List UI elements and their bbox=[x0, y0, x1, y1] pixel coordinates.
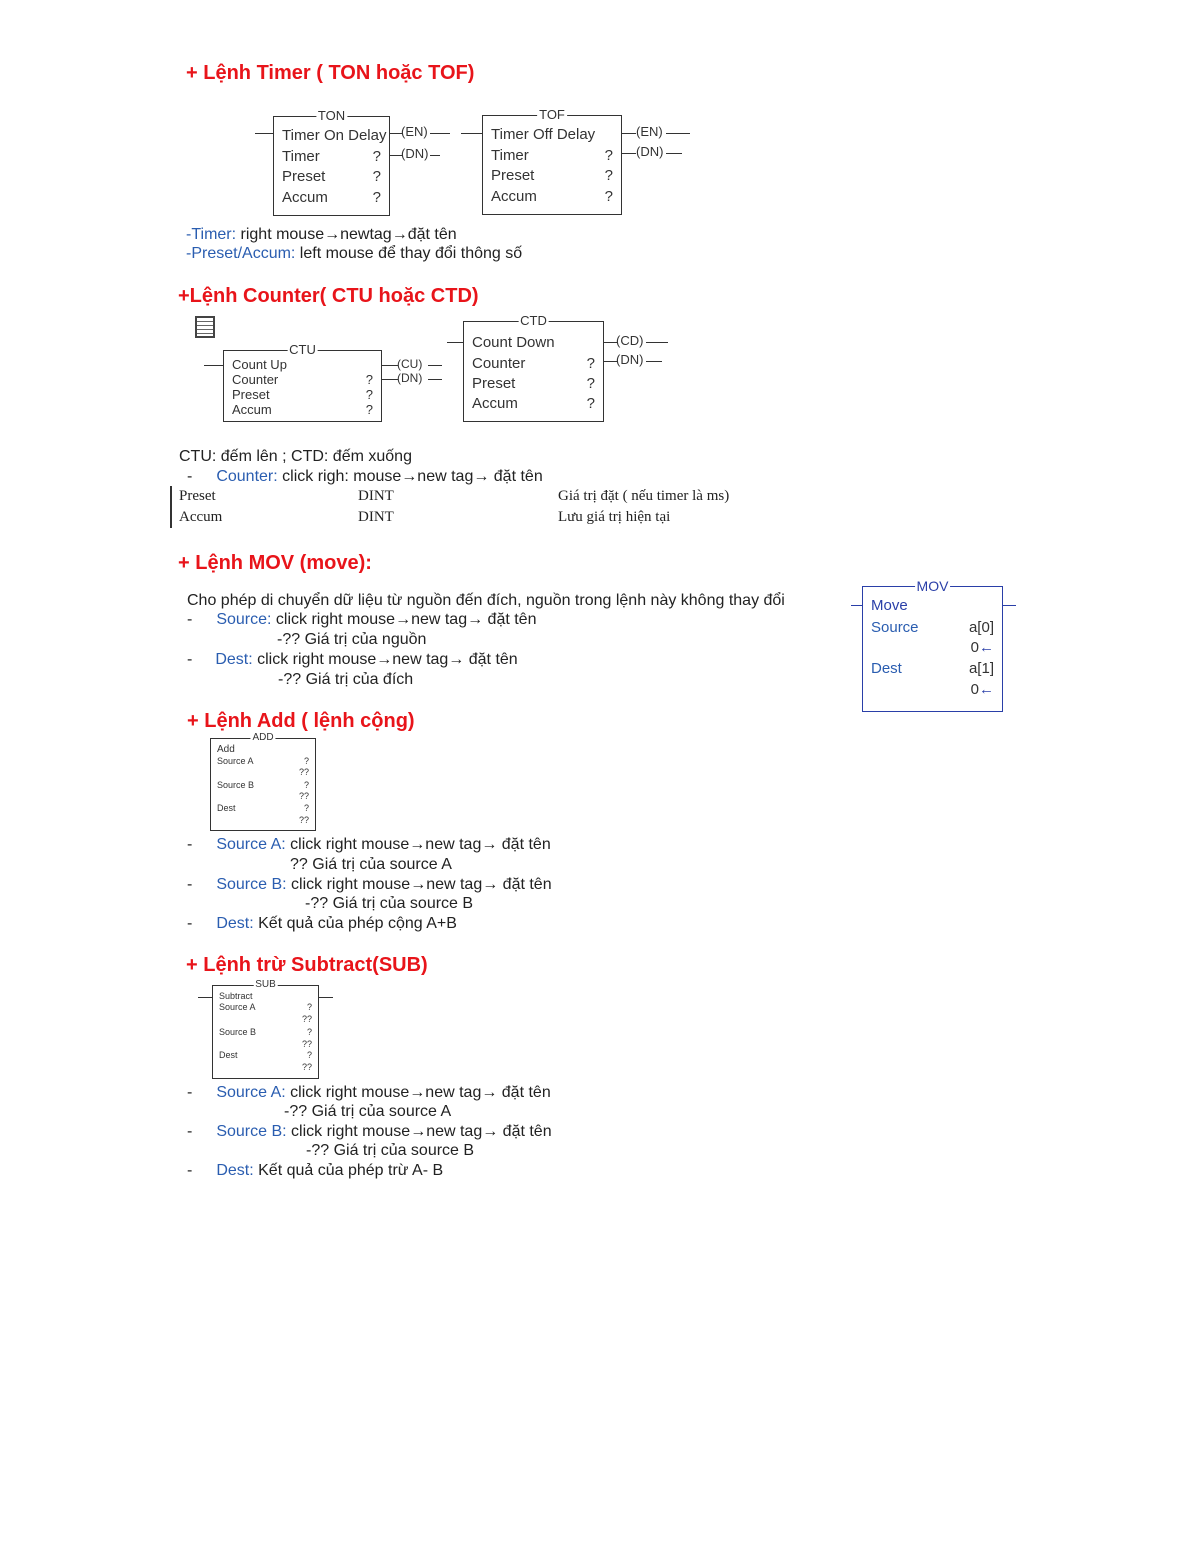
tof-en-coil: (EN) bbox=[636, 124, 663, 139]
ctd-dn-out-wire bbox=[646, 361, 662, 362]
ctu-row-preset: Preset ? bbox=[232, 387, 373, 402]
ctu-input-wire bbox=[204, 365, 224, 366]
ctd-title: CTD bbox=[520, 313, 547, 328]
add-bullet-b-sub: -?? Giá trị của source B bbox=[305, 895, 474, 912]
ton-dn-coil: (DN) bbox=[401, 146, 429, 161]
mov-desc: Cho phép di chuyển dữ liệu từ nguồn đến đích, nguồn trong lệnh này không thay đổi bbox=[187, 592, 785, 609]
sub-bullet-a-sub: -?? Giá trị của source A bbox=[284, 1103, 452, 1120]
mov-row-dest-val: 0 ← bbox=[970, 681, 994, 698]
ctd-cd-coil: (CD) bbox=[616, 333, 644, 348]
counter-table-preset-desc: Giá trị đặt ( nếu timer là ms) bbox=[558, 488, 730, 504]
ctd-row-accum: Accum ? bbox=[472, 395, 595, 412]
ctu-cu-out-wire bbox=[428, 365, 442, 366]
tof-dn-wire bbox=[622, 153, 636, 154]
counter-table-preset-type: DINT bbox=[358, 488, 394, 504]
mov-row-source: Source a[0] bbox=[871, 619, 994, 636]
sub-label: Subtract bbox=[219, 991, 253, 1001]
sub-bullet-b: - Source B: click right mouse→new tag→ đặt tên bbox=[187, 1123, 552, 1140]
document-icon bbox=[195, 316, 215, 338]
counter-desc: CTU: đếm lên ; CTD: đếm xuống bbox=[179, 448, 412, 465]
timer-note-timer: -Timer: right mouse→newtag→đặt tên bbox=[186, 226, 457, 243]
counter-table-accum-desc: Lưu giá trị hiện tại bbox=[558, 509, 671, 525]
counter-bullet: - Counter: click righ: mouse→new tag→ đặt tên bbox=[187, 468, 543, 485]
ton-row-accum: Accum ? bbox=[282, 189, 381, 206]
ctu-cu-wire bbox=[382, 365, 398, 366]
tof-label: Timer Off Delay bbox=[491, 126, 596, 143]
add-row-b-val: ?? bbox=[298, 791, 309, 801]
add-row-b: Source B ? bbox=[217, 780, 309, 790]
ton-row-timer: Timer ? bbox=[282, 148, 381, 165]
ctd-cd-out-wire bbox=[646, 342, 668, 343]
mov-bullet-dest-sub: -?? Giá trị của đích bbox=[278, 671, 414, 688]
tof-en-wire bbox=[622, 133, 636, 134]
tof-block[interactable] bbox=[482, 107, 622, 215]
sub-row-dest: Dest ? bbox=[219, 1050, 312, 1060]
tof-title: TOF bbox=[539, 107, 565, 122]
sub-input-wire bbox=[198, 997, 212, 998]
add-row-dest-val: ?? bbox=[298, 815, 309, 825]
tof-row-timer: Timer ? bbox=[491, 147, 613, 164]
mov-bullet-source-sub: -?? Giá trị của nguồn bbox=[277, 631, 427, 648]
counter-table-accum-name: Accum bbox=[179, 509, 223, 525]
tof-dn-coil: (DN) bbox=[636, 144, 664, 159]
ctu-title: CTU bbox=[289, 342, 316, 357]
mov-title: MOV bbox=[916, 578, 949, 594]
ton-dn-out-wire bbox=[430, 155, 440, 156]
mov-heading: + Lệnh MOV (move): bbox=[178, 552, 372, 574]
ctd-input-wire bbox=[447, 342, 464, 343]
counter-table-accum-type: DINT bbox=[358, 509, 394, 525]
ctd-block[interactable] bbox=[463, 313, 604, 422]
ctu-row-counter: Counter ? bbox=[232, 372, 373, 387]
timer-heading: + Lệnh Timer ( TON hoặc TOF) bbox=[186, 62, 475, 84]
counter-table-border bbox=[170, 486, 172, 528]
mov-label: Move bbox=[871, 597, 908, 614]
add-bullet-dest: - Dest: Kết quả của phép cộng A+B bbox=[187, 915, 457, 932]
counter-heading: +Lệnh Counter( CTU hoặc CTD) bbox=[178, 285, 479, 307]
ctu-dn-coil: (DN) bbox=[397, 371, 423, 385]
add-row-dest: Dest ? bbox=[217, 803, 309, 813]
ctu-dn-wire bbox=[382, 379, 398, 380]
sub-row-a: Source A ? bbox=[219, 1002, 312, 1012]
mov-bullet-dest: - Dest: click right mouse→new tag→ đặt tên bbox=[187, 651, 518, 668]
tof-dn-out-wire bbox=[666, 153, 682, 154]
sub-bullet-a: - Source A: click right mouse→new tag→ đặt tên bbox=[187, 1084, 551, 1101]
ctu-row-accum: Accum ? bbox=[232, 402, 373, 417]
add-row-a: Source A ? bbox=[217, 756, 309, 766]
ctd-row-preset: Preset ? bbox=[472, 375, 595, 392]
ctd-label: Count Down bbox=[472, 334, 555, 351]
sub-row-a-val: ?? bbox=[301, 1014, 312, 1024]
mov-bullet-source: - Source: click right mouse→new tag→ đặt tên bbox=[187, 611, 537, 628]
sub-bullet-dest: - Dest: Kết quả của phép trừ A- B bbox=[187, 1162, 444, 1179]
add-label: Add bbox=[217, 744, 235, 755]
sub-row-b-val: ?? bbox=[301, 1039, 312, 1049]
sub-row-dest-val: ?? bbox=[301, 1062, 312, 1072]
ctu-dn-out-wire bbox=[428, 379, 442, 380]
add-title: ADD bbox=[252, 732, 274, 743]
ton-en-out-wire bbox=[430, 133, 450, 134]
add-bullet-b: - Source B: click right mouse→new tag→ đặt tên bbox=[187, 876, 552, 893]
add-block[interactable] bbox=[210, 732, 316, 831]
mov-output-wire bbox=[1003, 605, 1016, 606]
sub-heading: + Lệnh trừ Subtract(SUB) bbox=[186, 954, 428, 976]
add-heading: + Lệnh Add ( lệnh cộng) bbox=[187, 710, 415, 732]
counter-table-preset-name: Preset bbox=[179, 488, 216, 504]
add-row-a-val: ?? bbox=[298, 767, 309, 777]
add-bullet-a: - Source A: click right mouse→new tag→ đặt tên bbox=[187, 836, 551, 853]
tof-row-accum: Accum ? bbox=[491, 188, 613, 205]
ton-en-coil: (EN) bbox=[401, 124, 428, 139]
mov-block[interactable] bbox=[862, 578, 1003, 712]
sub-bullet-b-sub: -?? Giá trị của source B bbox=[306, 1142, 475, 1159]
ton-title: TON bbox=[317, 108, 346, 123]
ton-input-wire bbox=[255, 133, 275, 134]
add-bullet-a-sub: ?? Giá trị của source A bbox=[290, 856, 452, 873]
tof-en-out-wire bbox=[666, 133, 690, 134]
ctd-dn-coil: (DN) bbox=[616, 352, 644, 367]
timer-note-preset: -Preset/Accum: left mouse để thay đổi thông số bbox=[186, 245, 523, 262]
sub-block[interactable] bbox=[212, 979, 319, 1079]
mov-row-dest: Dest a[1] bbox=[871, 660, 994, 677]
ctu-block[interactable] bbox=[223, 342, 382, 422]
sub-output-wire bbox=[319, 997, 333, 998]
ton-label: Timer On Delay bbox=[282, 127, 387, 144]
tof-input-wire bbox=[461, 133, 483, 134]
ctu-label: Count Up bbox=[232, 357, 287, 372]
tof-row-preset: Preset ? bbox=[491, 167, 613, 184]
ctd-row-counter: Counter ? bbox=[472, 355, 595, 372]
ton-row-preset: Preset ? bbox=[282, 168, 381, 185]
ctu-cu-coil: (CU) bbox=[397, 357, 423, 371]
sub-row-b: Source B ? bbox=[219, 1027, 312, 1037]
sub-title: SUB bbox=[255, 979, 276, 990]
mov-row-source-val: 0 ← bbox=[970, 639, 994, 656]
ton-block[interactable] bbox=[273, 108, 390, 216]
